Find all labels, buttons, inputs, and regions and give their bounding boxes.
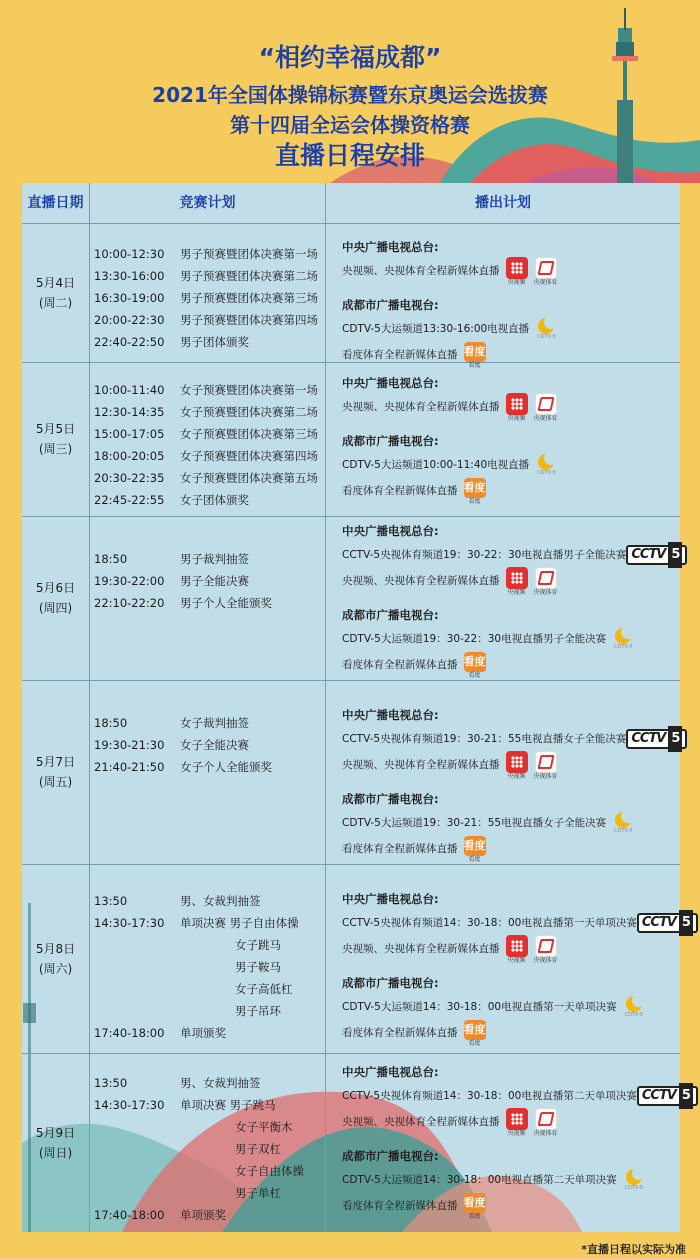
event-time: 13:30-16:00 — [94, 269, 165, 283]
event-name: 单项决赛 男子跳马 — [180, 1098, 276, 1112]
kandu-newmedia-text: 看度体育全程新媒体直播 — [342, 843, 458, 855]
chengdu-station-label: 成都市广播电视台: — [342, 976, 439, 990]
cctv5-logo — [637, 1086, 698, 1106]
kd-logo-mark — [464, 836, 486, 856]
event-time: 18:50 — [94, 552, 128, 566]
ysp-grid-icon — [511, 572, 523, 584]
event-name: 男子裁判抽签 — [180, 552, 249, 566]
event-row — [94, 570, 326, 592]
kd-mark-text: 看度 — [463, 344, 486, 358]
cctv5-logo-text: CCTV — [631, 731, 666, 746]
cctv5-logo — [637, 913, 698, 933]
ysty-logo-mark — [535, 393, 557, 415]
central-newmedia-line — [342, 394, 677, 420]
event-row — [94, 423, 326, 445]
ysty-logo-caption: 央视体育 — [533, 772, 558, 780]
event-row — [94, 1094, 326, 1116]
ysp-logo-caption: 央视频 — [507, 278, 526, 286]
event-name: 女子裁判抽签 — [180, 716, 249, 730]
chengdu-station-label: 成都市广播电视台: — [342, 1149, 439, 1163]
event-name: 女子预赛暨团体决赛第三场 — [180, 427, 318, 441]
cctv5-line — [342, 910, 690, 936]
broadcast-cell — [342, 236, 677, 368]
kandu-line — [342, 652, 677, 678]
kd-logo-mark — [464, 1020, 486, 1040]
event-row — [94, 712, 326, 734]
cctv5-logo-text: CCTV — [641, 1088, 676, 1103]
kandu-line — [342, 836, 677, 862]
event-name: 男子全能决赛 — [180, 574, 249, 588]
date-label: 5月5日 — [35, 422, 76, 436]
cctv5-line — [342, 1083, 690, 1109]
event-time: 17:40-18:00 — [94, 1208, 165, 1222]
ysty-icon — [537, 755, 554, 769]
ysty-icon — [537, 261, 554, 275]
cdtv-moon-icon — [626, 1169, 642, 1185]
kd-logo-mark — [464, 342, 486, 362]
ysp-grid-icon — [511, 398, 523, 410]
cdtv-logo-caption: CDTV-5 — [614, 644, 633, 650]
cdtv-moon-icon — [538, 454, 554, 470]
date-label: 5月4日 — [35, 275, 76, 290]
event-row — [94, 1116, 326, 1138]
ysty-logo — [534, 1108, 558, 1137]
event-name: 男子预赛暨团体决赛第一场 — [180, 247, 318, 261]
ysp-logo — [506, 1108, 528, 1137]
weekday-label: (周三) — [38, 442, 73, 456]
broadcast-cell — [342, 1061, 690, 1220]
ysty-logo — [534, 257, 558, 286]
date-label: 5月6日 — [35, 581, 76, 595]
spacer — [342, 420, 677, 430]
chengdu-station-label: 成都市广播电视台: — [342, 298, 439, 312]
event-list — [94, 1072, 326, 1226]
kd-mark-text: 看度 — [463, 480, 486, 494]
divider — [22, 223, 680, 224]
event-name: 女子预赛暨团体决赛第四场 — [180, 449, 318, 463]
event-row — [94, 1072, 326, 1094]
kd-logo — [464, 342, 486, 369]
kandu-line — [342, 478, 677, 504]
event-name: 男子预赛暨团体决赛第二场 — [180, 269, 318, 283]
kandu-newmedia-text: 看度体育全程新媒体直播 — [342, 1200, 458, 1212]
cctv5-logo-text: CCTV — [641, 915, 676, 930]
event-name: 男子单杠 — [235, 1186, 281, 1200]
ysty-icon — [537, 397, 554, 411]
cctv5-logo — [626, 545, 687, 565]
cdtv-moon-icon — [615, 628, 631, 644]
event-row — [94, 401, 326, 423]
event-row — [94, 1204, 326, 1226]
ysty-logo — [534, 751, 558, 780]
date-cell — [22, 578, 89, 618]
date-cell — [22, 419, 89, 459]
event-list — [94, 548, 326, 614]
ysp-logo-mark — [506, 257, 528, 279]
divider — [22, 864, 680, 865]
event-row — [94, 592, 326, 614]
cdtv-moon-icon — [626, 996, 642, 1012]
ysp-grid-icon — [511, 756, 523, 768]
divider — [22, 1053, 680, 1054]
event-name: 女子全能决赛 — [180, 738, 249, 752]
kd-logo-caption: 看度 — [468, 1212, 481, 1220]
cdtv5-logo — [537, 318, 556, 340]
kd-mark-text: 看度 — [463, 1022, 486, 1036]
chengdu-station-label: 成都市广播电视台: — [342, 608, 439, 622]
ysp-logo — [506, 567, 528, 596]
ysty-logo — [534, 935, 558, 964]
cctv5-line — [342, 542, 680, 568]
cdtv-logo-caption: CDTV-5 — [537, 470, 556, 476]
weekday-label: (周日) — [38, 1145, 73, 1160]
cdtv-moon-icon — [538, 318, 554, 334]
event-name: 男子团体颁奖 — [180, 335, 249, 349]
ysty-logo-caption: 央视体育 — [533, 588, 558, 596]
weekday-label: (周五) — [38, 775, 73, 789]
event-row — [94, 756, 326, 778]
event-time: 12:30-14:35 — [94, 405, 165, 419]
central-newmedia-text: 央视频、央视体育全程新媒体直播 — [342, 265, 500, 277]
cdtv5-logo — [614, 812, 633, 834]
divider — [22, 680, 680, 681]
footnote: *直播日程以实际为准 — [581, 1243, 686, 1256]
event-time: 18:50 — [94, 716, 128, 730]
cctv5-schedule-text: CCTV-5央视体育频道14：30-18：00电视直播第一天单项决赛 — [342, 917, 637, 929]
kd-logo — [464, 1193, 486, 1220]
column-header-date: 直播日期 — [27, 195, 84, 211]
broadcast-cell — [342, 888, 690, 1047]
date-cell — [22, 273, 89, 313]
event-name: 女子预赛暨团体决赛第五场 — [180, 471, 318, 485]
ysty-logo-caption: 央视体育 — [533, 956, 558, 964]
event-name: 单项决赛 男子自由体操 — [180, 916, 299, 930]
event-row — [94, 934, 326, 956]
event-name: 女子高低杠 — [235, 982, 293, 996]
schedule-table — [22, 183, 690, 1232]
date-cell — [22, 1123, 89, 1163]
event-name: 男子吊环 — [235, 1004, 281, 1018]
central-newmedia-line — [342, 1109, 677, 1135]
cdtv-line — [342, 452, 677, 478]
event-name: 男子鞍马 — [235, 960, 281, 974]
cdtv-line — [342, 994, 677, 1020]
cdtv-logo-caption: CDTV-5 — [614, 828, 633, 834]
event-row — [94, 287, 326, 309]
central-newmedia-line — [342, 936, 677, 962]
central-station-label: 中央广播电视总台: — [342, 1065, 439, 1079]
kd-logo-mark — [464, 478, 486, 498]
event-row — [94, 309, 326, 331]
ysp-logo — [506, 935, 528, 964]
ysp-logo-caption: 央视频 — [507, 956, 526, 964]
event-time: 16:30-19:00 — [94, 291, 165, 305]
ysty-icon — [537, 939, 554, 953]
cctv5-logo-number: 5 — [668, 726, 682, 752]
cctv5-logo-number: 5 — [679, 910, 693, 936]
cdtv-schedule-text: CDTV-5大运频道14：30-18：00电视直播第一天单项决赛 — [342, 1001, 617, 1013]
event-time: 17:40-18:00 — [94, 1026, 165, 1040]
event-row — [94, 379, 326, 401]
cctv5-line — [342, 726, 680, 752]
cctv5-logo — [626, 729, 687, 749]
kandu-line — [342, 1020, 677, 1046]
cdtv-line — [342, 1167, 677, 1193]
spacer — [342, 594, 677, 604]
event-time: 22:10-22:20 — [94, 596, 165, 610]
ysty-logo-caption: 央视体育 — [533, 414, 558, 422]
kandu-newmedia-text: 看度体育全程新媒体直播 — [342, 1027, 458, 1039]
cdtv-line — [342, 626, 677, 652]
central-station-label: 中央广播电视总台: — [342, 376, 439, 390]
cdtv-logo-caption: CDTV-5 — [624, 1185, 644, 1191]
central-newmedia-line — [342, 568, 677, 594]
event-time: 20:00-22:30 — [94, 313, 165, 327]
central-newmedia-line — [342, 258, 677, 284]
ysty-icon — [537, 1112, 554, 1126]
poster-header — [0, 0, 700, 183]
ysp-grid-icon — [511, 262, 523, 274]
event-time: 22:40-22:50 — [94, 335, 165, 349]
cctv5-schedule-text: CCTV-5央视体育频道19：30-22：30电视直播男子全能决赛 — [342, 549, 627, 561]
kd-logo — [464, 1020, 486, 1047]
chengdu-station-label: 成都市广播电视台: — [342, 792, 439, 806]
chengdu-station-label: 成都市广播电视台: — [342, 434, 439, 448]
event-time: 15:00-17:05 — [94, 427, 165, 441]
cdtv-logo-caption: CDTV-5 — [624, 1012, 644, 1018]
cctv5-logo-text: CCTV — [631, 547, 666, 562]
cdtv5-logo — [537, 454, 556, 476]
central-station-label: 中央广播电视总台: — [342, 708, 439, 722]
event-time: 14:30-17:30 — [94, 1098, 165, 1112]
ysp-logo-mark — [506, 1108, 528, 1130]
event-row — [94, 467, 326, 489]
ysp-logo-caption: 央视频 — [507, 1129, 526, 1137]
ysty-logo-caption: 央视体育 — [533, 278, 558, 286]
central-newmedia-text: 央视频、央视体育全程新媒体直播 — [342, 943, 500, 955]
kd-logo-caption: 看度 — [468, 855, 481, 863]
ysty-logo-caption: 央视体育 — [533, 1129, 558, 1137]
cdtv-schedule-text: CDTV-5大运频道19：30-21：55电视直播女子全能决赛 — [342, 817, 607, 829]
ysp-logo-mark — [506, 393, 528, 415]
event-row — [94, 1000, 326, 1022]
cdtv-schedule-text: CDTV-5大运频道10:00-11:40电视直播 — [342, 459, 530, 471]
central-newmedia-line — [342, 752, 677, 778]
cdtv5-logo — [625, 1169, 644, 1191]
event-time: 22:45-22:55 — [94, 493, 165, 507]
broadcast-cell — [342, 520, 680, 679]
divider — [22, 516, 680, 517]
spacer — [342, 962, 677, 972]
event-name: 女子跳马 — [235, 938, 281, 952]
central-newmedia-text: 央视频、央视体育全程新媒体直播 — [342, 759, 500, 771]
event-name: 女子预赛暨团体决赛第二场 — [180, 405, 318, 419]
kd-mark-text: 看度 — [463, 838, 486, 852]
cdtv-schedule-text: CDTV-5大运频道19：30-22：30电视直播男子全能决赛 — [342, 633, 607, 645]
ysty-logo — [534, 567, 558, 596]
header-title-slogan: “相约幸福成都” — [258, 43, 442, 72]
event-row — [94, 912, 326, 934]
event-row — [94, 1182, 326, 1204]
kd-logo-mark — [464, 1193, 486, 1213]
event-time: 13:50 — [94, 1076, 128, 1090]
kd-mark-text: 看度 — [463, 1195, 486, 1209]
ysty-icon — [537, 571, 554, 585]
event-time: 10:00-11:40 — [94, 383, 165, 397]
event-name: 女子自由体操 — [235, 1164, 304, 1178]
central-station-label: 中央广播电视总台: — [342, 524, 439, 538]
event-time: 19:30-21:30 — [94, 738, 165, 752]
ysp-grid-icon — [511, 1113, 523, 1125]
ysp-logo — [506, 751, 528, 780]
event-name: 男子预赛暨团体决赛第四场 — [180, 313, 318, 327]
central-station-label: 中央广播电视总台: — [342, 240, 439, 254]
cdtv5-logo — [614, 628, 633, 650]
date-label: 5月9日 — [35, 1125, 76, 1140]
event-list — [94, 243, 326, 353]
ysp-logo-caption: 央视频 — [507, 772, 526, 780]
event-row — [94, 331, 326, 353]
event-name: 男子预赛暨团体决赛第三场 — [180, 291, 318, 305]
event-time: 14:30-17:30 — [94, 916, 165, 930]
event-time: 20:30-22:35 — [94, 471, 165, 485]
ysty-logo-mark — [535, 567, 557, 589]
kd-logo-caption: 看度 — [468, 497, 481, 505]
ysty-logo-mark — [535, 257, 557, 279]
event-name: 单项颁奖 — [180, 1208, 226, 1222]
kd-mark-text: 看度 — [463, 654, 486, 668]
cdtv-moon-icon — [615, 812, 631, 828]
ysp-logo-mark — [506, 935, 528, 957]
event-name: 男、女裁判抽签 — [180, 894, 261, 908]
cdtv-schedule-text: CDTV-5大运频道14：30-18：00电视直播第二天单项决赛 — [342, 1174, 617, 1186]
event-row — [94, 734, 326, 756]
event-row — [94, 445, 326, 467]
event-list — [94, 712, 326, 778]
kd-logo-caption: 看度 — [468, 361, 481, 369]
kandu-newmedia-text: 看度体育全程新媒体直播 — [342, 485, 458, 497]
event-row — [94, 548, 326, 570]
event-time: 18:00-20:05 — [94, 449, 165, 463]
column-header-broadcast: 播出计划 — [475, 195, 531, 211]
ysty-logo-mark — [535, 935, 557, 957]
ysty-logo-mark — [535, 751, 557, 773]
broadcast-cell — [342, 704, 680, 863]
ysp-logo-caption: 央视频 — [507, 414, 526, 422]
ysp-logo-caption: 央视频 — [507, 588, 526, 596]
cctv5-schedule-text: CCTV-5央视体育频道19：30-21：55电视直播女子全能决赛 — [342, 733, 627, 745]
event-name: 女子预赛暨团体决赛第一场 — [180, 383, 318, 397]
cdtv-logo-caption: CDTV-5 — [537, 334, 556, 340]
event-name: 女子平衡木 — [235, 1120, 293, 1134]
event-row — [94, 243, 326, 265]
date-cell — [22, 752, 89, 792]
spacer — [342, 284, 677, 294]
ysp-logo-mark — [506, 567, 528, 589]
event-name: 单项颁奖 — [180, 1026, 226, 1040]
date-label: 5月7日 — [35, 755, 76, 769]
event-time: 13:50 — [94, 894, 128, 908]
kd-logo-caption: 看度 — [468, 1039, 481, 1047]
spacer — [342, 778, 677, 788]
event-time: 21:40-21:50 — [94, 760, 165, 774]
event-list — [94, 379, 326, 511]
weekday-label: (周二) — [38, 295, 73, 310]
ysp-grid-icon — [511, 940, 523, 952]
cdtv-schedule-text: CDTV-5大运频道13:30-16:00电视直播 — [342, 323, 530, 335]
central-newmedia-text: 央视频、央视体育全程新媒体直播 — [342, 575, 500, 587]
cdtv-line — [342, 810, 677, 836]
ysp-logo-mark — [506, 751, 528, 773]
event-name: 女子团体颁奖 — [180, 493, 249, 507]
event-row — [94, 489, 326, 511]
cdtv-line — [342, 316, 677, 342]
ysty-logo-mark — [535, 1108, 557, 1130]
kd-logo-caption: 看度 — [468, 671, 481, 679]
kandu-line — [342, 342, 677, 368]
kd-logo — [464, 478, 486, 505]
kd-logo-mark — [464, 652, 486, 672]
event-row — [94, 265, 326, 287]
central-newmedia-text: 央视频、央视体育全程新媒体直播 — [342, 1116, 500, 1128]
event-row — [94, 890, 326, 912]
date-label: 5月8日 — [35, 941, 76, 956]
cctv5-logo-number: 5 — [668, 542, 682, 568]
event-row — [94, 1138, 326, 1160]
kd-logo — [464, 652, 486, 679]
event-row — [94, 1160, 326, 1182]
spacer — [342, 1135, 677, 1145]
date-cell — [22, 939, 89, 979]
kandu-newmedia-text: 看度体育全程新媒体直播 — [342, 349, 458, 361]
event-name: 男子双杠 — [235, 1142, 281, 1156]
kandu-newmedia-text: 看度体育全程新媒体直播 — [342, 659, 458, 671]
weekday-label: (周四) — [38, 601, 73, 615]
central-station-label: 中央广播电视总台: — [342, 892, 439, 906]
event-row — [94, 1022, 326, 1044]
kd-logo — [464, 836, 486, 863]
column-header-events: 竞赛计划 — [179, 195, 236, 211]
weekday-label: (周六) — [38, 961, 73, 976]
header-title-event: 2021年全国体操锦标赛暨东京奥运会选拔赛 — [152, 83, 548, 107]
header-title-schedule: 直播日程安排 — [274, 141, 425, 170]
event-time: 10:00-12:30 — [94, 247, 165, 261]
event-name: 女子个人全能颁奖 — [180, 760, 272, 774]
event-row — [94, 978, 326, 1000]
event-list — [94, 890, 326, 1044]
central-newmedia-text: 央视频、央视体育全程新媒体直播 — [342, 401, 500, 413]
kandu-line — [342, 1193, 677, 1219]
event-row — [94, 956, 326, 978]
cctv5-logo-number: 5 — [679, 1083, 693, 1109]
divider — [89, 183, 90, 1232]
cctv5-schedule-text: CCTV-5央视体育频道14：30-18：00电视直播第二天单项决赛 — [342, 1090, 637, 1102]
event-name: 男子个人全能颁奖 — [180, 596, 272, 610]
header-title-qualifier: 第十四届全运会体操资格赛 — [230, 113, 470, 137]
cdtv5-logo — [625, 996, 644, 1018]
ysp-logo — [506, 393, 528, 422]
ysty-logo — [534, 393, 558, 422]
broadcast-cell — [342, 372, 677, 504]
event-time: 19:30-22:00 — [94, 574, 165, 588]
event-name: 男、女裁判抽签 — [180, 1076, 261, 1090]
ysp-logo — [506, 257, 528, 286]
